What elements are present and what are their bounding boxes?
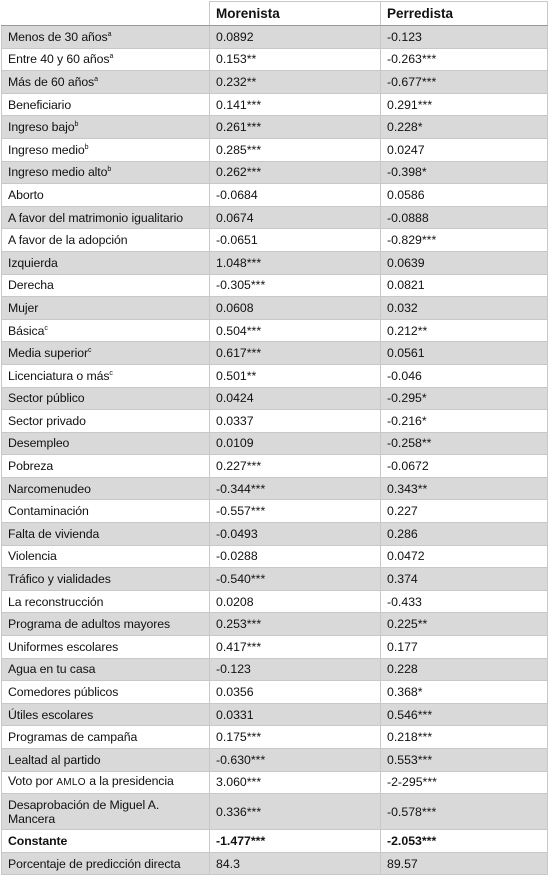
morenista-coefficient: 0.175***: [210, 726, 381, 749]
variable-label: Narcomenudeo: [8, 481, 91, 496]
perredista-coefficient: 0.546***: [381, 703, 548, 726]
variable-label: Sector público: [8, 391, 85, 406]
morenista-coefficient: 0.504***: [210, 319, 381, 342]
morenista-coefficient: 0.262***: [210, 161, 381, 184]
table-row: [2, 26, 548, 49]
variable-label-smallcaps: AMLO: [56, 777, 86, 789]
table-row: [2, 852, 548, 875]
perredista-coefficient: -0.123: [381, 26, 548, 49]
morenista-coefficient: 0.336***: [210, 794, 381, 830]
variable-label: Sector privado: [8, 413, 86, 428]
variable-cell: [2, 523, 210, 546]
variable-label: Derecha: [8, 278, 54, 293]
perredista-coefficient: 0.0472: [381, 545, 548, 568]
variable-cell: [2, 297, 210, 320]
table-row: [2, 93, 548, 116]
table-row: [2, 590, 548, 613]
perredista-coefficient: 0.228: [381, 658, 548, 681]
table-row: [2, 48, 548, 71]
variable-label: Ingreso medio alto: [8, 165, 108, 180]
perredista-coefficient: -0.398*: [381, 161, 548, 184]
variable-label: Porcentaje de predicción directa: [8, 856, 181, 871]
table-row: [2, 387, 548, 410]
perredista-coefficient: 0.228*: [381, 116, 548, 139]
variable-cell: [2, 703, 210, 726]
variable-cell: [2, 48, 210, 71]
morenista-coefficient: 0.285***: [210, 138, 381, 161]
variable-label: Aborto: [8, 187, 44, 202]
variable-label: Izquierda: [8, 255, 58, 270]
table-row: [2, 830, 548, 853]
variable-cell: [2, 410, 210, 433]
variable-label: Desempleo: [8, 436, 70, 451]
variable-label: Beneficiario: [8, 97, 72, 112]
variable-label: La reconstrucción: [8, 594, 104, 609]
variable-cell: [2, 830, 210, 853]
perredista-coefficient: 0.177: [381, 636, 548, 659]
table-row: [2, 274, 548, 297]
morenista-coefficient: -0.344***: [210, 477, 381, 500]
variable-label: Contaminación: [8, 504, 89, 519]
morenista-coefficient: -0.630***: [210, 749, 381, 772]
perredista-coefficient: 0.0639: [381, 251, 548, 274]
perredista-coefficient: 0.343**: [381, 477, 548, 500]
footnote-marker: c: [44, 324, 48, 332]
footnote-marker: a: [107, 30, 112, 38]
table-body: [2, 26, 548, 875]
variable-cell: [2, 658, 210, 681]
table-row: [2, 523, 548, 546]
morenista-coefficient: -1.477***: [210, 830, 381, 853]
morenista-coefficient: 0.0674: [210, 206, 381, 229]
table-row: [2, 545, 548, 568]
footnote-marker: c: [87, 347, 92, 355]
variable-cell: [2, 852, 210, 875]
table-row: [2, 71, 548, 94]
table-row: [2, 477, 548, 500]
morenista-coefficient: 0.0109: [210, 432, 381, 455]
variable-label: A favor de la adopción: [8, 233, 128, 248]
variable-label: Comedores públicos: [8, 685, 119, 700]
table-row: [2, 500, 548, 523]
table-row: [2, 681, 548, 704]
perredista-coefficient: 0.032: [381, 297, 548, 320]
perredista-coefficient: 0.0561: [381, 342, 548, 365]
variable-label: Útiles escolares: [8, 707, 94, 722]
variable-cell: [2, 455, 210, 478]
morenista-coefficient: -0.0684: [210, 184, 381, 207]
footnote-marker: b: [107, 166, 112, 174]
perredista-coefficient: 0.218***: [381, 726, 548, 749]
table-row: [2, 568, 548, 591]
variable-cell: [2, 364, 210, 387]
table-row: [2, 138, 548, 161]
perredista-coefficient: 0.368*: [381, 681, 548, 704]
variable-cell: [2, 794, 210, 830]
morenista-coefficient: 0.617***: [210, 342, 381, 365]
variable-label: Programas de campaña: [8, 730, 138, 745]
morenista-coefficient: 0.0608: [210, 297, 381, 320]
table-row: [2, 658, 548, 681]
variable-cell: [2, 93, 210, 116]
variable-cell: [2, 477, 210, 500]
table-row: [2, 432, 548, 455]
table-row: [2, 251, 548, 274]
perredista-coefficient: -2.053***: [381, 830, 548, 853]
perredista-coefficient: -0.046: [381, 364, 548, 387]
perredista-coefficient: 0.0247: [381, 138, 548, 161]
header-row: [2, 2, 548, 26]
table-row: [2, 184, 548, 207]
variable-label: Lealtad al partido: [8, 752, 101, 767]
table-row: [2, 206, 548, 229]
morenista-coefficient: -0.0493: [210, 523, 381, 546]
footnote-marker: a: [94, 75, 98, 83]
perredista-coefficient: 0.0821: [381, 274, 548, 297]
variable-label: A favor del matrimonio igualitario: [8, 210, 183, 225]
morenista-coefficient: -0.123: [210, 658, 381, 681]
perredista-coefficient: 0.212**: [381, 319, 548, 342]
footnote-marker: b: [74, 121, 79, 129]
variable-cell: [2, 71, 210, 94]
variable-label: Pobreza: [8, 459, 54, 474]
table-row: [2, 342, 548, 365]
table-row: [2, 771, 548, 794]
morenista-coefficient: -0.0288: [210, 545, 381, 568]
morenista-coefficient: 0.0208: [210, 590, 381, 613]
table-row: [2, 703, 548, 726]
table-row: [2, 116, 548, 139]
variable-cell: [2, 749, 210, 772]
header-blank-cell: [2, 2, 210, 26]
table-row: [2, 726, 548, 749]
perredista-coefficient: -0.433: [381, 590, 548, 613]
variable-cell: [2, 184, 210, 207]
variable-label: Licenciatura o más: [8, 368, 110, 383]
table-row: [2, 455, 548, 478]
perredista-coefficient: 0.374: [381, 568, 548, 591]
morenista-coefficient: -0.0651: [210, 229, 381, 252]
perredista-coefficient: -0.0672: [381, 455, 548, 478]
morenista-coefficient: 0.0424: [210, 387, 381, 410]
variable-label: Básica: [8, 323, 45, 338]
perredista-coefficient: -0.258**: [381, 432, 548, 455]
variable-cell: [2, 613, 210, 636]
morenista-coefficient: -0.305***: [210, 274, 381, 297]
perredista-coefficient: 89.57: [381, 852, 548, 875]
perredista-coefficient: -0.677***: [381, 71, 548, 94]
variable-cell: [2, 26, 210, 49]
variable-label: Ingreso medio: [8, 142, 85, 157]
perredista-coefficient: 0.225**: [381, 613, 548, 636]
perredista-coefficient: -0.263***: [381, 48, 548, 71]
variable-cell: [2, 387, 210, 410]
morenista-coefficient: 0.232**: [210, 71, 381, 94]
header-morenista: Morenista: [210, 2, 381, 26]
variable-cell: [2, 726, 210, 749]
table-row: [2, 636, 548, 659]
footnote-marker: b: [84, 143, 89, 151]
variable-cell: [2, 545, 210, 568]
perredista-coefficient: -0.578***: [381, 794, 548, 830]
footnote-marker: c: [109, 369, 113, 377]
variable-label: Programa de adultos mayores: [8, 617, 171, 632]
variable-label: Entre 40 y 60 años: [8, 52, 110, 67]
variable-cell: [2, 319, 210, 342]
variable-label: Ingreso bajo: [8, 120, 75, 135]
morenista-coefficient: 0.0337: [210, 410, 381, 433]
table-row: [2, 364, 548, 387]
table-row: [2, 161, 548, 184]
variable-cell: [2, 681, 210, 704]
morenista-coefficient: 0.227***: [210, 455, 381, 478]
variable-label: Uniformes escolares: [8, 639, 119, 654]
morenista-coefficient: 0.153**: [210, 48, 381, 71]
variable-label-prefix: Voto por: [8, 774, 57, 789]
variable-cell: [2, 771, 210, 794]
perredista-coefficient: -0.216*: [381, 410, 548, 433]
perredista-coefficient: -0.829***: [381, 229, 548, 252]
perredista-coefficient: -2-295***: [381, 771, 548, 794]
table-row: [2, 749, 548, 772]
variable-label: Tráfico y vialidades: [8, 572, 111, 587]
variable-label: Constante: [8, 833, 68, 848]
table-row: [2, 229, 548, 252]
morenista-coefficient: 0.501**: [210, 364, 381, 387]
regression-table: [1, 1, 548, 875]
table-row: [2, 794, 548, 830]
variable-cell: [2, 161, 210, 184]
variable-label: Falta de vivienda: [8, 526, 100, 541]
perredista-coefficient: -0.0888: [381, 206, 548, 229]
variable-label: Media superior: [8, 346, 88, 361]
header-perredista: Perredista: [381, 2, 548, 26]
morenista-coefficient: 0.0331: [210, 703, 381, 726]
perredista-coefficient: 0.286: [381, 523, 548, 546]
morenista-coefficient: 0.0892: [210, 26, 381, 49]
morenista-coefficient: -0.557***: [210, 500, 381, 523]
perredista-coefficient: 0.227: [381, 500, 548, 523]
variable-label: Violencia: [8, 549, 57, 564]
variable-cell: [2, 229, 210, 252]
variable-cell: [2, 590, 210, 613]
variable-label: Agua en tu casa: [8, 662, 96, 677]
perredista-coefficient: -0.295*: [381, 387, 548, 410]
table-row: [2, 410, 548, 433]
perredista-coefficient: 0.291***: [381, 93, 548, 116]
variable-cell: [2, 500, 210, 523]
morenista-coefficient: -0.540***: [210, 568, 381, 591]
perredista-coefficient: 0.0586: [381, 184, 548, 207]
variable-cell: [2, 568, 210, 591]
morenista-coefficient: 0.253***: [210, 613, 381, 636]
morenista-coefficient: 0.141***: [210, 93, 381, 116]
variable-label: Más de 60 años: [8, 74, 95, 89]
table-row: [2, 613, 548, 636]
variable-cell: [2, 206, 210, 229]
variable-cell: [2, 251, 210, 274]
morenista-coefficient: 0.0356: [210, 681, 381, 704]
morenista-coefficient: 3.060***: [210, 771, 381, 794]
variable-cell: [2, 274, 210, 297]
variable-label: Mujer: [8, 300, 39, 315]
table-row: [2, 297, 548, 320]
morenista-coefficient: 1.048***: [210, 251, 381, 274]
variable-label: Desaprobación de Miguel A. Mancera: [8, 797, 160, 826]
variable-cell: [2, 432, 210, 455]
variable-cell: [2, 138, 210, 161]
variable-cell: [2, 116, 210, 139]
variable-label-suffix: a la presidencia: [85, 774, 174, 789]
variable-label: Menos de 30 años: [8, 29, 108, 44]
perredista-coefficient: 0.553***: [381, 749, 548, 772]
morenista-coefficient: 0.261***: [210, 116, 381, 139]
variable-cell: [2, 342, 210, 365]
table-row: [2, 319, 548, 342]
footnote-marker: a: [109, 53, 114, 61]
morenista-coefficient: 0.417***: [210, 636, 381, 659]
variable-cell: [2, 636, 210, 659]
morenista-coefficient: 84.3: [210, 852, 381, 875]
